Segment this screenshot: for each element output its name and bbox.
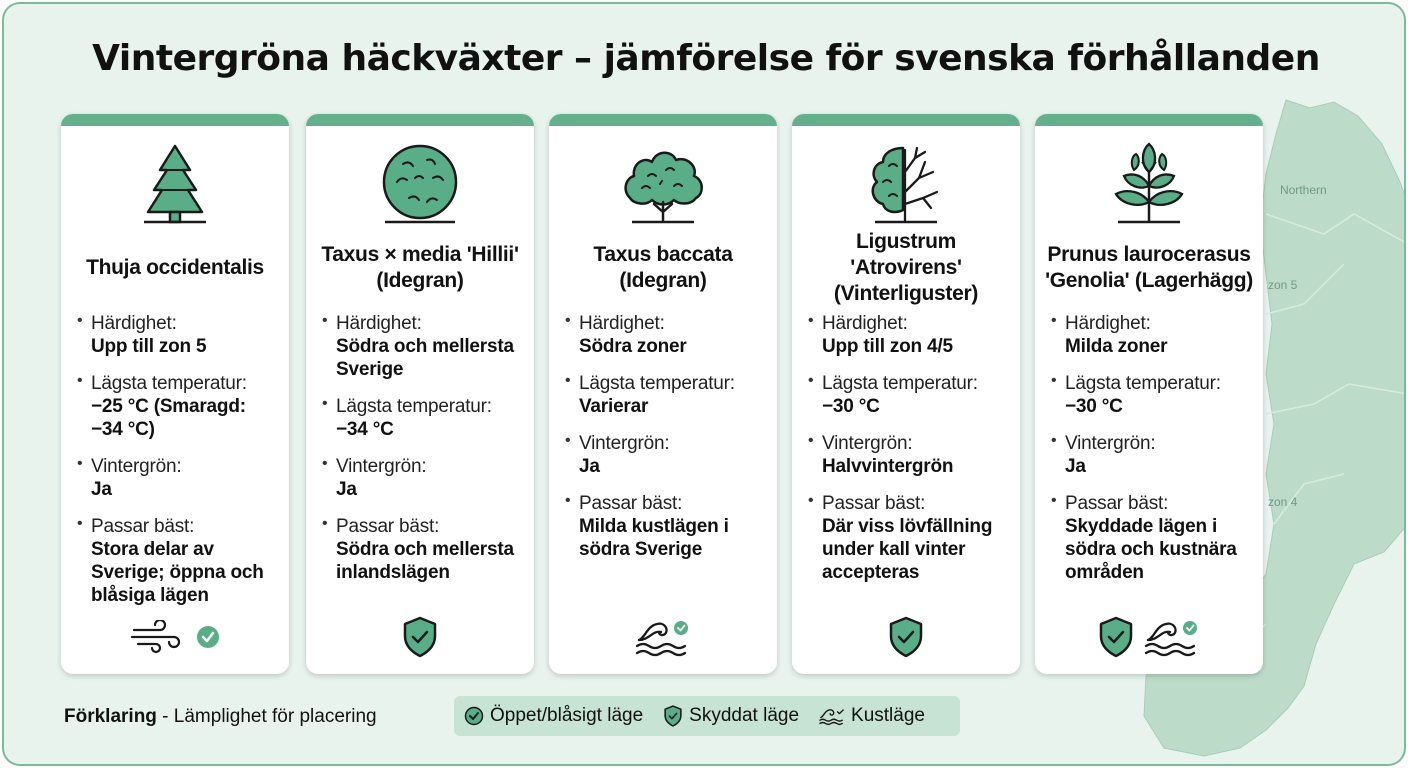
map-label-zone-4: zon 4	[1268, 495, 1298, 509]
property-evergreen: • Vintergrön: Ja	[1051, 432, 1261, 478]
plant-name: Prunus laurocerasus 'Genolia' (Lagerhägg)	[1045, 243, 1253, 292]
card-accent-bar	[792, 114, 1020, 126]
plant-card-prunus	[1035, 114, 1263, 674]
round-shrub-icon	[375, 142, 465, 228]
property-evergreen: • Vintergrön: Ja	[565, 432, 775, 478]
plant-name: Taxus × media 'Hillii' (Idegran)	[321, 243, 519, 292]
infographic-frame	[2, 2, 1406, 766]
property-min-temp: • Lägsta temperatur: −30 °C	[808, 372, 1018, 418]
legend-item-label: Skyddat läge	[689, 705, 800, 726]
shield-icon	[402, 616, 438, 658]
property-hardiness: • Härdighet: Milda zoner	[1051, 312, 1261, 358]
legend-item-label: Öppet/blåsigt läge	[490, 705, 644, 726]
half-bare-shrub-icon	[861, 142, 951, 228]
check-icon	[196, 625, 220, 649]
property-min-temp: • Lägsta temperatur: −25 °C (Smaragd: −34 °C)	[77, 372, 287, 441]
suitability-icons	[549, 614, 777, 660]
card-accent-bar	[61, 114, 289, 126]
page-title: Vintergröna häckväxter – jämförelse för svenska förhållanden	[92, 38, 1320, 79]
suitability-icons	[306, 614, 534, 660]
property-hardiness: • Härdighet: Upp till zon 4/5	[808, 312, 1018, 358]
plant-properties	[808, 312, 1018, 598]
plant-properties	[565, 312, 775, 575]
plant-properties	[77, 312, 287, 621]
property-evergreen: • Vintergrön: Ja	[322, 455, 532, 501]
legend-item-sheltered	[663, 705, 799, 727]
property-best-for: • Passar bäst: Skyddade lägen i södra och kustnära områden	[1051, 492, 1261, 584]
property-best-for: • Passar bäst: Där viss lövfällning under kall vinter accepteras	[808, 492, 1018, 584]
check-circle-icon	[464, 706, 484, 726]
suitability-icons	[61, 614, 289, 660]
plant-card-taxus-media	[306, 114, 534, 674]
card-accent-bar	[1035, 114, 1263, 126]
card-accent-bar	[549, 114, 777, 126]
property-hardiness: • Härdighet: Södra och mellersta Sverige	[322, 312, 532, 381]
legend-item-coastal	[819, 705, 925, 727]
legend-title: Förklaring	[64, 706, 157, 727]
suitability-icons	[792, 614, 1020, 660]
shield-icon	[888, 616, 924, 658]
plant-name: Thuja occidentalis	[86, 256, 264, 279]
property-best-for: • Passar bäst: Milda kustlägen i södra Sverige	[565, 492, 775, 561]
shield-icon	[1098, 616, 1134, 658]
plant-card-taxus-baccata	[549, 114, 777, 674]
plant-name: Ligustrum 'Atrovirens' (Vinterliguster)	[833, 230, 979, 305]
property-hardiness: • Härdighet: Södra zoner	[565, 312, 775, 358]
legend-label	[64, 706, 377, 728]
legend-item-label: Kustläge	[851, 705, 925, 726]
property-best-for: • Passar bäst: Södra och mellersta inlandslägen	[322, 515, 532, 584]
conifer-tree-icon	[130, 142, 220, 228]
property-evergreen: • Vintergrön: Ja	[77, 455, 287, 501]
property-best-for: • Passar bäst: Stora delar av Sverige; öppna och blåsiga lägen	[77, 515, 287, 607]
property-hardiness: • Härdighet: Upp till zon 5	[77, 312, 287, 358]
wave-icon	[635, 616, 691, 658]
property-min-temp: • Lägsta temperatur: Varierar	[565, 372, 775, 418]
map-label-zone-5: zon 5	[1268, 278, 1298, 292]
wave-icon	[819, 706, 845, 726]
leafy-plant-icon	[1104, 142, 1194, 228]
legend	[454, 696, 960, 736]
plant-card-thuja	[61, 114, 289, 674]
wave-icon	[1144, 616, 1200, 658]
plant-properties	[1051, 312, 1261, 598]
property-evergreen: • Vintergrön: Halvvintergrön	[808, 432, 1018, 478]
plant-name: Taxus baccata (Idegran)	[593, 243, 733, 292]
property-min-temp: • Lägsta temperatur: −34 °C	[322, 395, 532, 441]
suitability-icons	[1035, 614, 1263, 660]
card-accent-bar	[306, 114, 534, 126]
plant-properties	[322, 312, 532, 598]
legend-item-open	[464, 705, 643, 727]
wind-icon	[130, 620, 186, 654]
shield-icon	[663, 705, 683, 727]
property-min-temp: • Lägsta temperatur: −30 °C	[1051, 372, 1261, 418]
legend-subtitle: - Lämplighet för placering	[156, 706, 377, 727]
plant-card-ligustrum	[792, 114, 1020, 674]
bush-icon	[618, 142, 708, 228]
map-label-northern: Northern	[1280, 183, 1327, 197]
